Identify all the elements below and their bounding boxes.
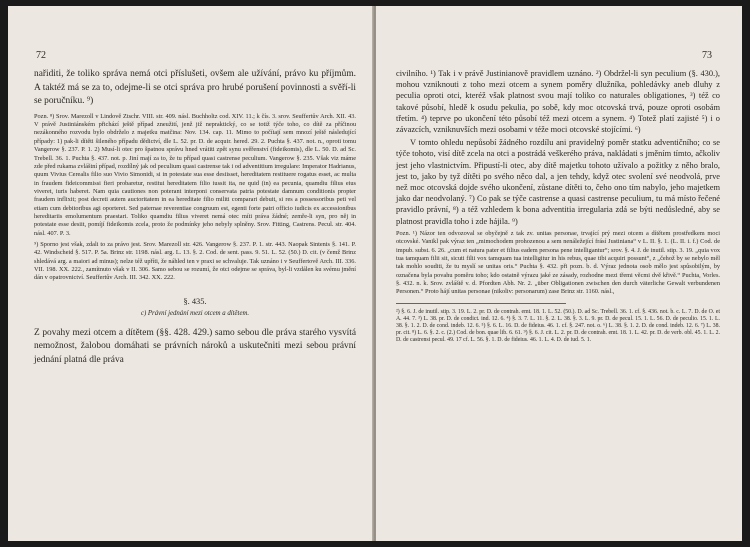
section-number: §. 435. [183, 296, 207, 306]
footnote-divider [396, 303, 566, 304]
paragraph-1: civilního. ¹) Tak i v právě Justinianově pravidlem uznáno. ²) Obdržel-li syn peculium (§. 430.), mohou vzniknouti z toho mezi otcem a synem poměry dlužníka, pohledávky aneb dluhy z peculia oproti otci, kteréž však platnost svou mají toliko co naturales obligationes, ³) též co takové působí, hledě k osudu pekulia, po sobě, kdy moc otcovská trvá, pouze oproti osobám třetím. ⁴) teprve po ukončení této působí též mezi otcem a synem. ⁴) Totež platí zajisté ⁵) i o závazcích, vzniknuvších mezi osobami v téže moci otcovské stojícími. ⁶) [396, 69, 720, 135]
note-8: Pozn. ⁸) Srov. Marezoll v Lindově Ztschr. VIII. str. 409. násl. Buchholtz cod. XIV. 11.; k čís. 3. srov. Seuffertův Arch. XII. 43. V právě Justiniánském přichází ještě případ zneužití, jenž již nepraktický, co se totiž týče toho, co dítě za příčinou nezákonného rozvodu bylo obdrželo z majetku matčina: Nov. 134. cap. 11. Mimo to počítají sem mnozí ještě následující případy: 1) pak-li dítěti šileného případu dědictví, dle L. 52. pr. D. de acquir. hered. 29. 2. Puchta §. 437. not. n., oproti tomu Vangerow §. 237. P. 1. 2) Musí-li otec pro špatnou správu hned vrátiti zpět synu svěřenství (fideikomis), dle L. 50. D. ad Sc. Trebell. 36. 1. Puchta §. 437. not. p. Jiní mají za to, že tu případ quasi castrense peculium. Vangerow §. 235. Však viz máme zde před rukama zvláštní případ, rozdílný jak od peculium quasi castrense tak i od adventitium irregulare: Imperator Hadrianus, quum Vivius Cerealis filio suo Vivio Simonidi, si in potestate sua esse desiisset, hereditatem restituere rogatus esset, ac multa in fraudem fideicommissi fieri probaretur, restitui hereditatem filio iussit ita, ne quid (in) ea pecunia, quamdiu filius eius viveret, iuris haberet. Nam quia cautiones non poterant interponi conservata patria potestate damnum conditionis propter fraudem inflixit; post decreti autem auctoritatem in ea hereditate filio militi comparari debuit, si res a possessoribus peti vel etiam cum debitoribus agi oporteret. Sed paternae reverentiae congruum est, egenti forte patri officio iudicis ex accessionibus hereditariis emolumentum praestari. Toliko quamdiu filius viveret nemá otec míti práva žádné; zemře-li syn, pro něj in potestate esse desiit, pomíjí fideikomis zcela, proto že podmínky jeho nebyly splněny. Srov. Fitting, Castrens. Pecul. str. 404. násl. 407. P. 3. [34, 112, 356, 237]
paragraph-2: V tomto ohledu nepůsobí žádného rozdílu ani pravidelný poměr statku adventičního; co se týče tohoto, visí dítě zcela na otci a postrádá veškerého práva, nakládati s jměním tímto, ačkoliv jest jeho vlastnictvím. Připustí-li otec, aby dítě majetku tohoto užívalo a požitky z něho bralo, jest to, jako by tyž dítěti po svého něco dal, a jen tehdy, když otec svolení své neodvolá, prve než moc otcovská dojde svého ukončení, zůstane dítěti to, čeho ono tím nabylo, jeho majetkem jako dar neodvolaný. ⁷) Co pak se týče castrense a quasi castrense peculium, tu má místo řečené pravidlo právní, ⁸) a též vzhledem k bona adventitia irregularia zdá se býti nedůsledné, aby se platnost pravidla toho i zde hájila. ⁹) [396, 138, 720, 226]
note-1: Pozn. ¹) Názor ten odvozoval se obyčejně z tak zv. unitas personae, trvající prý mezi otcem a dítětem prostředkem moci otcovské. Vanikl pak výraz ten „mimochodem prohozenou a sem nenáležející frásí Justiniana“ v L. II. §. 1. (L. II. i. f.) Cod. de impub. subst. 6. 26. „cum et natura pater et filius eadem persona pene intelligantur“; srov. §. 4. J. de inutil. stip. 3. 19. „quia vox tua tamquam filii sit, sicuti filii vox tamquam tua intelligitur in his rebus, quae tibi acquiri possunt“, z „čehož by se nebylo měl tak mohlo souditi, že tu myslí se unitas oris.“ Puchta §. 432. při pozn. b. d. Výraz jednota osob mělo jest spůsobilým, by označena byla povahu poměru toho; kdo ostatně výrazu jaké ze zásady, rozhodne mezi třemi věcmi dvě křivě.“ Puchta, Vorles. §. 432. n. k. Srov. zvláště v. d. Pfordten Abh. Nr. 2. „über Obligationen zwischen den durch väterliche Gewalt verbundenen Personen.“ Proto hájí unitas personae (nikoliv: personarum) zase Brinz str. 1160. násl., [396, 229, 720, 296]
page-number: 73 [702, 50, 712, 61]
left-page [8, 6, 374, 541]
right-page [376, 6, 742, 541]
section-paragraph: Z povahy mezi otcem a dítětem (§§. 428. 429.) samo sebou dle práva starého vysvítá nemožnost, žalobou domáhati se právních nároků a uskutečniti mezi sebou právní jednání platná dle práva [34, 327, 356, 365]
section-title: c) Právní jednání mezi otcem a dítětem. [140, 309, 250, 317]
footnotes: ²) §. 6. J. de inutil. stip. 3. 19. L. 2. pr. D. de contrah. emt. 18. 1. L. 52. (50.). D. ad Sc. Trebell. 36. 1. cf. §. 436. not. b. c. L. 7. D. de O. et A. 44. 7. ³) L. 38. pr. D. de condict. ind. 12. 6. ⁴) §. 3. 7. L. 11. §. 2. L. 38. §. 3. L. 9. pr. D. de pecul. 15. 1. L. 56. D. de peculio. 15. 1. L. 38. §. 1. 2. D. de cond. indeb. 12. 6. ⁵) §. 6. L. 16. D. de fideius. 46. 1. cf. §. 247. not. o. ⁶) L. 38. §. 1. 2. D. de cond. indeb. 12. 6. ⁷) L. 38. pr. cit. ⁸) L. 6. §. 2. c. (2.) Cod. de bon. quae lib. 6. 61. ⁹) §. 6. J. cit. L. 2. pr. D. de contrah. emt. 18. 1. L. 42. pr. D. de verb. obl. 45. 1. L. 2. D. de castrensi pecul. 49. 17 cf. L. 56. §. 1. D. de fideius. 46. 1. L. 4. D. de iud. 5. 1. [396, 308, 720, 344]
page-number: 72 [36, 50, 46, 61]
note-9: ⁹) Sporno jest však, zdali to za právo jest. Srov. Marezoll str. 426. Vangerow §. 237. P. 1. str. 443. Naopak Sintenis §. 141. P. 42. Windscheid §. 517. P. 5a. Brinz str. 1198. násl. arg. L. 13. §. 2. Cod. de sent. pass. 9. 51. L. 52. (50.) D. cit. (v čemž Brinz shledává arg. a maiori ad minus); nelze též upříti, že náhled ten v praxi se schvaluje. Tak uznáno i v Seuffertově Arch. III. 336. VII. 198. XX. 222., zamítnuto však v II. 306. Samo sebou se rozumí, že otci odejme se správa, byl-li vzdálen ku svému jmění dán v opatrovnictví. Seuffertův Arch. III. 342. XX. 222. [34, 240, 356, 282]
continuation-paragraph: nařiditi, že toliko správa nemá otci příslušeti, ovšem ale užívání, právo ku příjmům. A taktéž má se za to, odejme-li se otci správa pro hrubé porušení povinnosti a svěří-li se poručníku. ⁹) [34, 69, 356, 107]
